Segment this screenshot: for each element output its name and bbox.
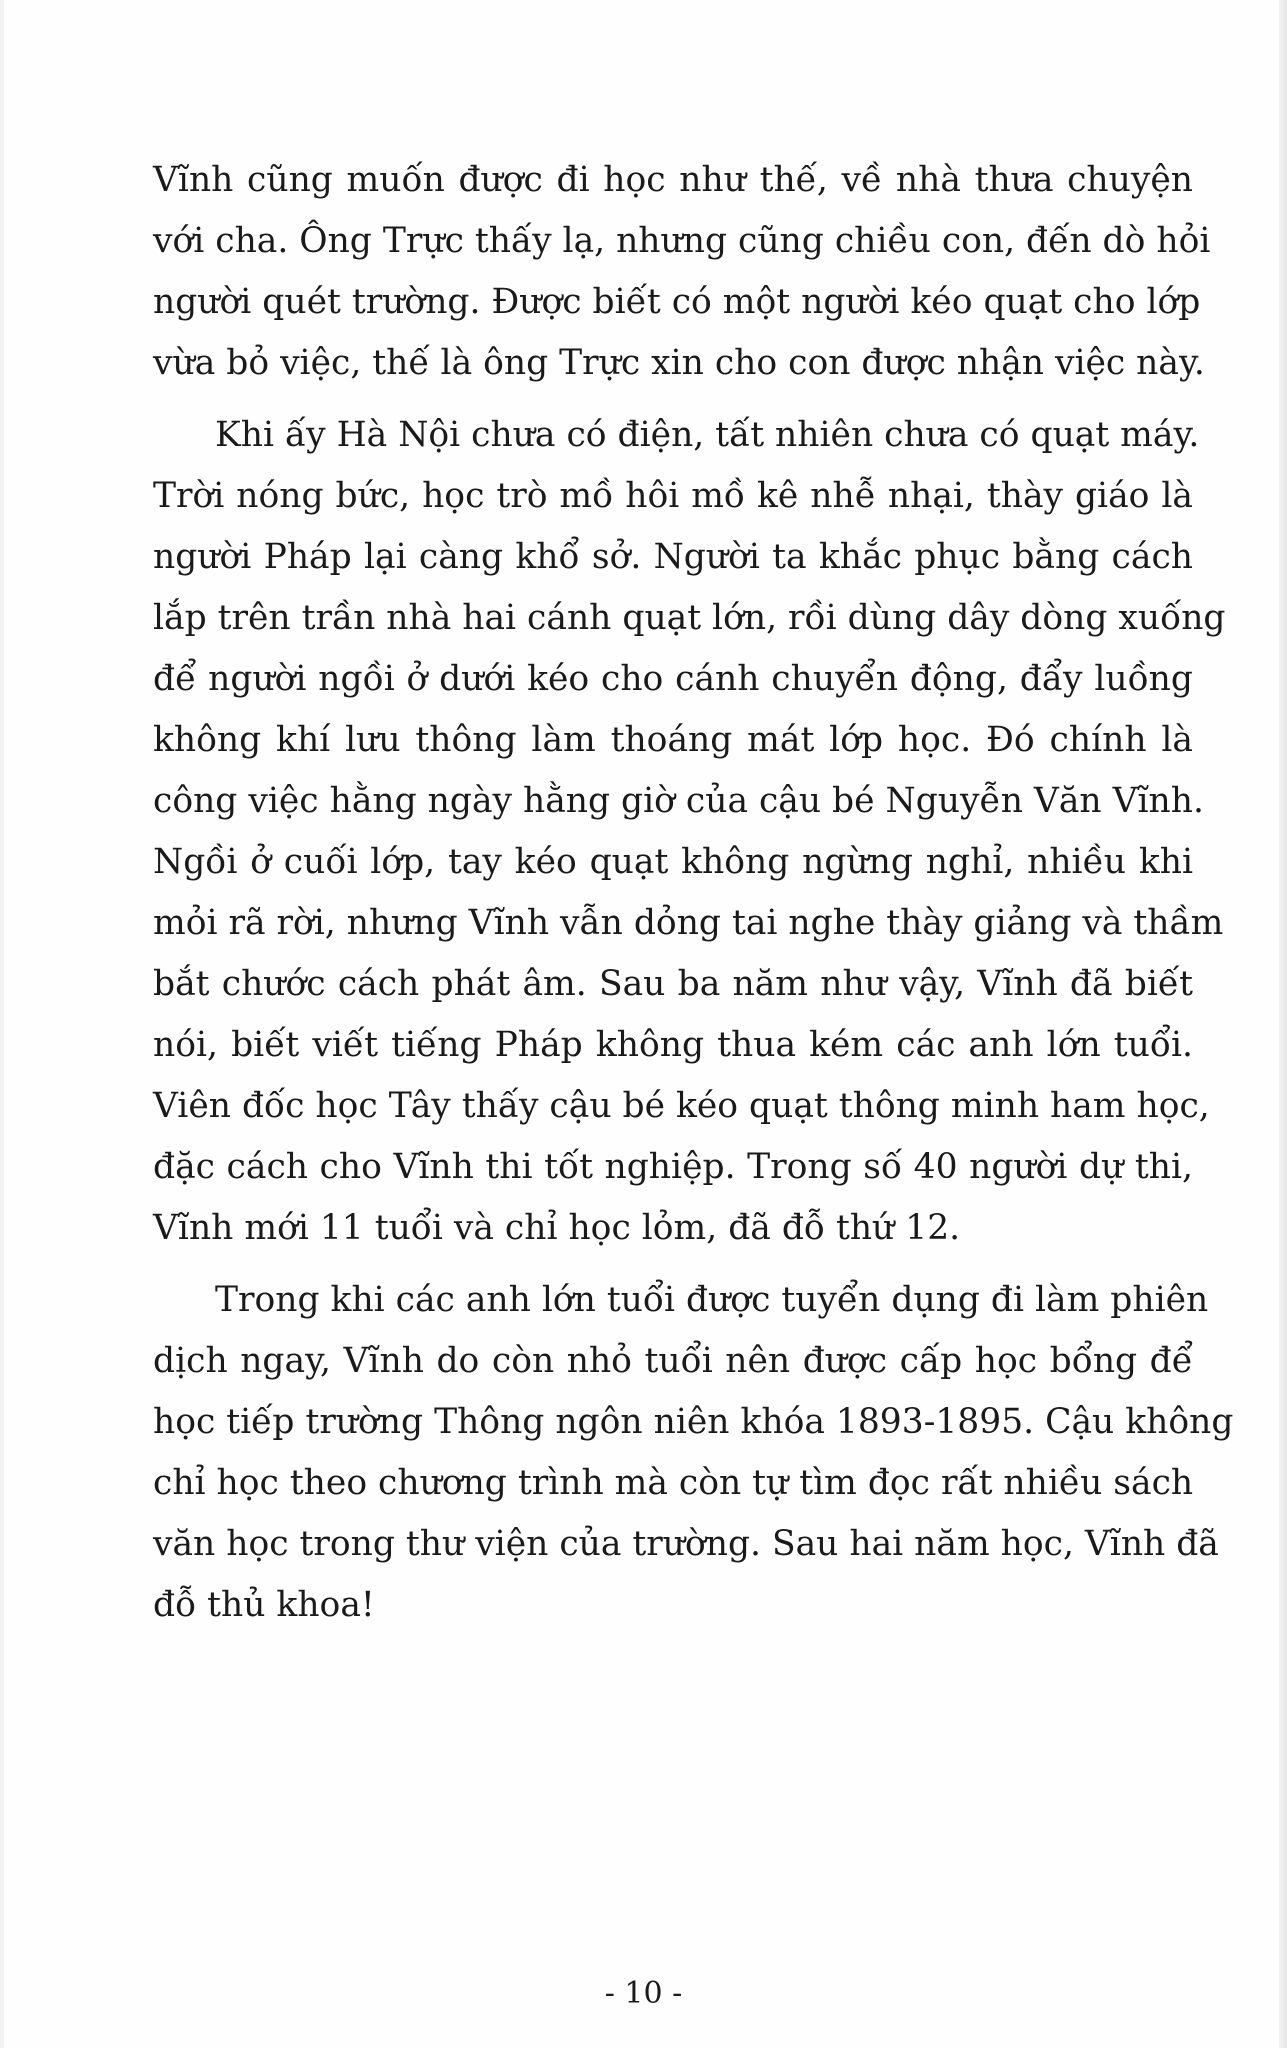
text-line: Trong khi các anh lớn tuổi được tuyển dụng đi làm phiên <box>215 1280 1209 1320</box>
text-line: Vĩnh cũng muốn được đi học như thế, về nhà thưa chuyện <box>153 160 1193 200</box>
paragraph-gap <box>153 1259 1193 1270</box>
text-line: học tiếp trường Thông ngôn niên khóa 1893-1895. Cậu không <box>153 1402 1234 1442</box>
text-line: đặc cách cho Vĩnh thi tốt nghiệp. Trong số 40 người dự thi, <box>153 1147 1193 1187</box>
scan-edge-right <box>1279 0 1287 2048</box>
text-line: mỏi rã rời, nhưng Vĩnh vẫn dỏng tai nghe thày giảng và thầm <box>153 903 1224 943</box>
text-line: không khí lưu thông làm thoáng mát lớp học. Đó chính là <box>153 720 1193 760</box>
text-line: văn học trong thư viện của trường. Sau hai năm học, Vĩnh đã <box>153 1524 1219 1564</box>
text-line: vừa bỏ việc, thế là ông Trực xin cho con được nhận việc này. <box>153 343 1205 383</box>
text-line: đỗ thủ khoa! <box>153 1585 375 1625</box>
paragraph-gap <box>153 394 1193 405</box>
text-line: chỉ học theo chương trình mà còn tự tìm đọc rất nhiều sách <box>153 1463 1194 1503</box>
text-line: để người ngồi ở dưới kéo cho cánh chuyển động, đẩy luồng <box>153 659 1193 699</box>
text-line: nói, biết viết tiếng Pháp không thua kém các anh lớn tuổi. <box>153 1025 1193 1065</box>
text-line: công việc hằng ngày hằng giờ của cậu bé Nguyễn Văn Vĩnh. <box>153 781 1204 821</box>
scan-edge-left <box>0 0 4 2048</box>
paragraph-3 <box>153 1270 1234 1636</box>
text-line: người quét trường. Được biết có một người kéo quạt cho lớp <box>153 282 1201 322</box>
text-line: bắt chước cách phát âm. Sau ba năm như vậy, Vĩnh đã biết <box>153 964 1193 1004</box>
text-line: Trời nóng bức, học trò mồ hôi mồ kê nhễ nhại, thày giáo là <box>153 476 1193 516</box>
text-line: Vĩnh mới 11 tuổi và chỉ học lỏm, đã đỗ thứ 12. <box>153 1208 961 1248</box>
paragraph-2 <box>153 405 1226 1259</box>
text-line: người Pháp lại càng khổ sở. Người ta khắc phục bằng cách <box>153 537 1193 577</box>
text-line: lắp trên trần nhà hai cánh quạt lớn, rồi dùng dây dòng xuống <box>153 598 1226 638</box>
paragraph-1 <box>153 150 1211 394</box>
page-number: - 10 - <box>604 1976 683 2011</box>
text-line: Ngồi ở cuối lớp, tay kéo quạt không ngừng nghỉ, nhiều khi <box>153 842 1193 882</box>
body-text <box>153 150 1234 1636</box>
text-line: Khi ấy Hà Nội chưa có điện, tất nhiên chưa có quạt máy. <box>215 415 1200 455</box>
text-line: với cha. Ông Trực thấy lạ, nhưng cũng chiều con, đến dò hỏi <box>153 221 1211 261</box>
text-line: Viên đốc học Tây thấy cậu bé kéo quạt thông minh ham học, <box>153 1086 1210 1126</box>
text-line: dịch ngay, Vĩnh do còn nhỏ tuổi nên được cấp học bổng để <box>153 1341 1193 1381</box>
